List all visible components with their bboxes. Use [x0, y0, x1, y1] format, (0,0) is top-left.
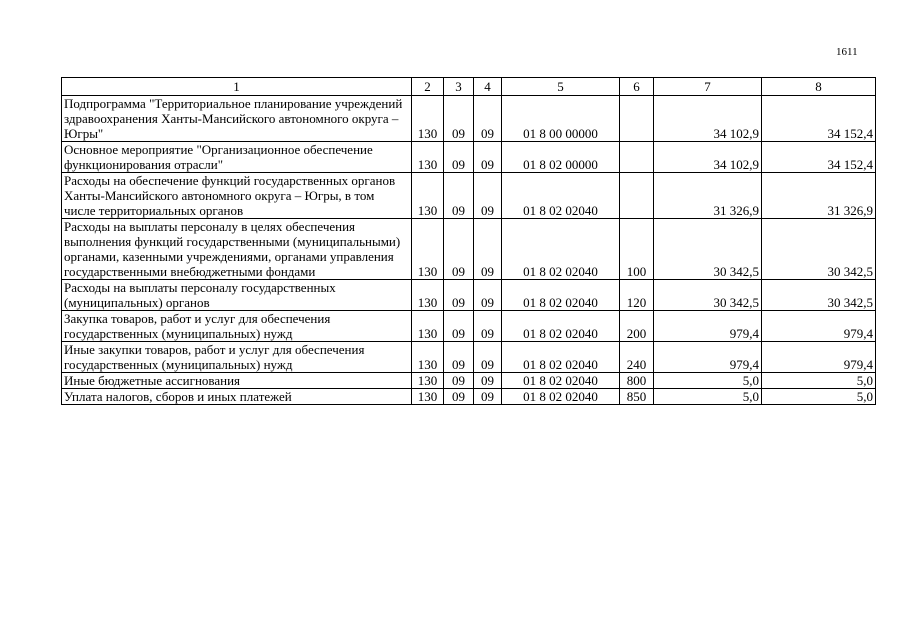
- cell-col8: 5,0: [762, 373, 876, 389]
- page-number: 1611: [836, 46, 858, 58]
- column-header-3: 3: [444, 78, 474, 96]
- cell-col8: 34 152,4: [762, 142, 876, 173]
- cell-col4: 09: [474, 373, 502, 389]
- cell-col5: 01 8 02 02040: [502, 311, 620, 342]
- column-header-6: 6: [620, 78, 654, 96]
- cell-col2: 130: [412, 389, 444, 405]
- cell-col4: 09: [474, 311, 502, 342]
- cell-col4: 09: [474, 173, 502, 219]
- table-row: [62, 173, 876, 219]
- cell-col4: 09: [474, 96, 502, 142]
- row-name: Расходы на выплаты персоналу в целях обеспечения выполнения функций государственными (муниципальными) органами, казенными учреждениями, органами управления государственными внебюджетными фондами: [62, 219, 412, 280]
- cell-col2: 130: [412, 342, 444, 373]
- cell-col8: 30 342,5: [762, 280, 876, 311]
- column-header-2: 2: [412, 78, 444, 96]
- cell-col6: 120: [620, 280, 654, 311]
- cell-col3: 09: [444, 311, 474, 342]
- table-row: [62, 142, 876, 173]
- cell-col7: 34 102,9: [654, 96, 762, 142]
- row-name: Уплата налогов, сборов и иных платежей: [62, 389, 412, 405]
- cell-col2: 130: [412, 96, 444, 142]
- cell-col6: [620, 173, 654, 219]
- cell-col3: 09: [444, 389, 474, 405]
- cell-col2: 130: [412, 173, 444, 219]
- cell-col5: 01 8 02 02040: [502, 173, 620, 219]
- row-name: Иные закупки товаров, работ и услуг для обеспечения государственных (муниципальных) нужд: [62, 342, 412, 373]
- cell-col3: 09: [444, 342, 474, 373]
- cell-col7: 5,0: [654, 373, 762, 389]
- column-header-8: 8: [762, 78, 876, 96]
- cell-col3: 09: [444, 373, 474, 389]
- row-name: Подпрограмма "Территориальное планирование учреждений здравоохранения Ханты-Мансийского автономного округа – Югры": [62, 96, 412, 142]
- cell-col3: 09: [444, 219, 474, 280]
- cell-col3: 09: [444, 96, 474, 142]
- row-name: Иные бюджетные ассигнования: [62, 373, 412, 389]
- cell-col8: 34 152,4: [762, 96, 876, 142]
- column-header-1: 1: [62, 78, 412, 96]
- column-header-7: 7: [654, 78, 762, 96]
- cell-col2: 130: [412, 280, 444, 311]
- cell-col5: 01 8 02 00000: [502, 142, 620, 173]
- cell-col2: 130: [412, 142, 444, 173]
- cell-col6: 100: [620, 219, 654, 280]
- cell-col5: 01 8 00 00000: [502, 96, 620, 142]
- cell-col4: 09: [474, 389, 502, 405]
- cell-col6: 200: [620, 311, 654, 342]
- cell-col4: 09: [474, 280, 502, 311]
- cell-col8: 979,4: [762, 311, 876, 342]
- table-row: [62, 389, 876, 405]
- cell-col8: 5,0: [762, 389, 876, 405]
- table-row: [62, 219, 876, 280]
- table-row: [62, 280, 876, 311]
- cell-col6: 800: [620, 373, 654, 389]
- cell-col7: 34 102,9: [654, 142, 762, 173]
- cell-col4: 09: [474, 142, 502, 173]
- column-header-4: 4: [474, 78, 502, 96]
- cell-col5: 01 8 02 02040: [502, 280, 620, 311]
- cell-col7: 979,4: [654, 342, 762, 373]
- cell-col5: 01 8 02 02040: [502, 373, 620, 389]
- cell-col2: 130: [412, 373, 444, 389]
- cell-col4: 09: [474, 342, 502, 373]
- column-header-5: 5: [502, 78, 620, 96]
- cell-col8: 979,4: [762, 342, 876, 373]
- cell-col6: [620, 96, 654, 142]
- budget-table: [61, 77, 876, 405]
- cell-col3: 09: [444, 280, 474, 311]
- cell-col5: 01 8 02 02040: [502, 342, 620, 373]
- row-name: Основное мероприятие "Организационное обеспечение функционирования отрасли": [62, 142, 412, 173]
- cell-col3: 09: [444, 173, 474, 219]
- cell-col8: 31 326,9: [762, 173, 876, 219]
- cell-col5: 01 8 02 02040: [502, 219, 620, 280]
- table-row: [62, 373, 876, 389]
- table-row: [62, 311, 876, 342]
- cell-col2: 130: [412, 311, 444, 342]
- cell-col3: 09: [444, 142, 474, 173]
- cell-col7: 30 342,5: [654, 280, 762, 311]
- row-name: Расходы на обеспечение функций государственных органов Ханты-Мансийского автономного округа – Югры, в том числе территориальных органов: [62, 173, 412, 219]
- cell-col7: 979,4: [654, 311, 762, 342]
- row-name: Закупка товаров, работ и услуг для обеспечения государственных (муниципальных) нужд: [62, 311, 412, 342]
- table-row: [62, 342, 876, 373]
- row-name: Расходы на выплаты персоналу государственных (муниципальных) органов: [62, 280, 412, 311]
- header-row: [62, 78, 876, 96]
- cell-col7: 30 342,5: [654, 219, 762, 280]
- cell-col5: 01 8 02 02040: [502, 389, 620, 405]
- cell-col8: 30 342,5: [762, 219, 876, 280]
- cell-col6: 240: [620, 342, 654, 373]
- cell-col6: [620, 142, 654, 173]
- cell-col2: 130: [412, 219, 444, 280]
- cell-col4: 09: [474, 219, 502, 280]
- cell-col7: 31 326,9: [654, 173, 762, 219]
- cell-col7: 5,0: [654, 389, 762, 405]
- cell-col6: 850: [620, 389, 654, 405]
- table-row: [62, 96, 876, 142]
